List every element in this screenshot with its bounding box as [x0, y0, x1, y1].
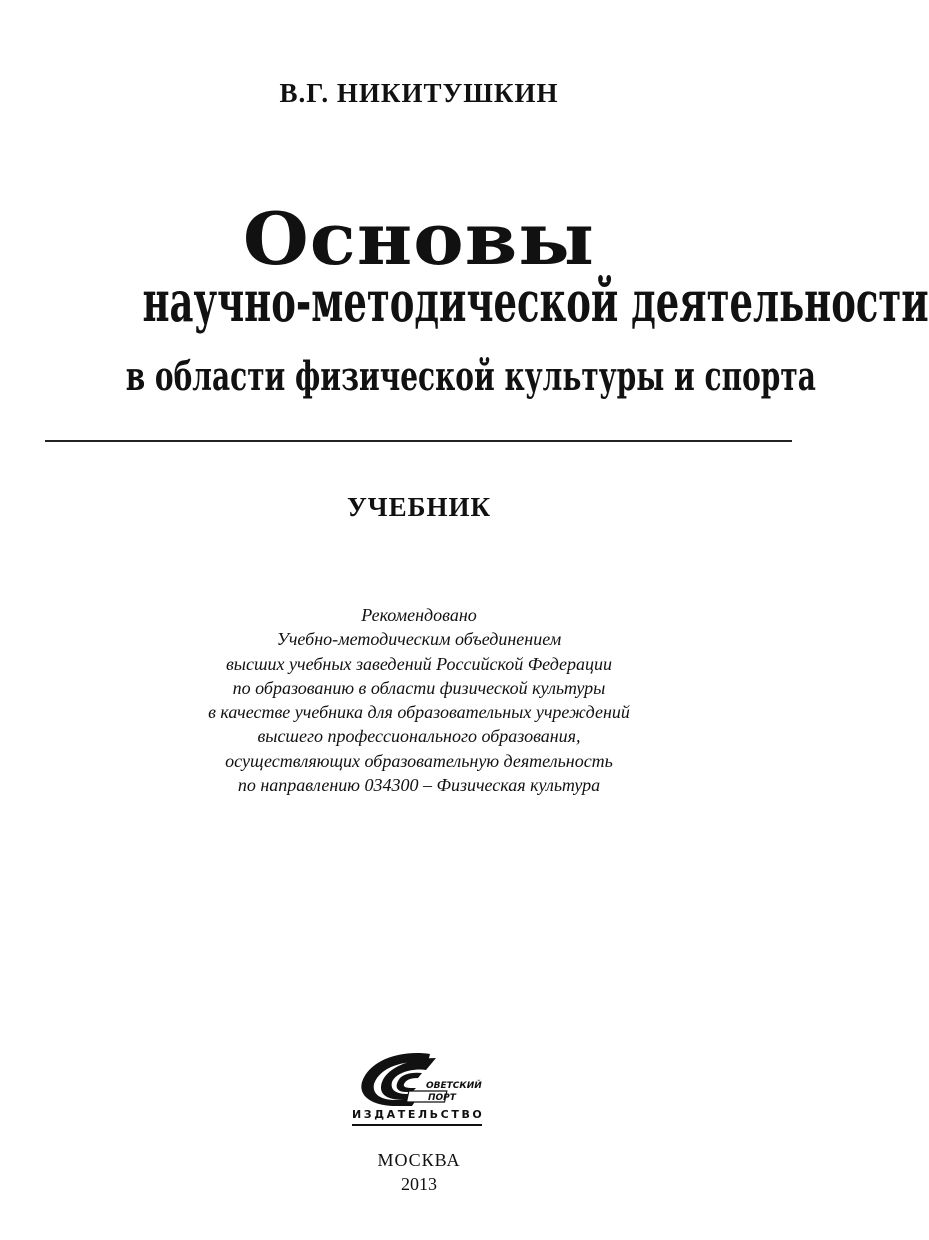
recommendation-line: по образованию в области физической культуры: [232, 677, 606, 698]
logo-text-top: ОВЕТСКИЙ: [426, 1081, 482, 1091]
publication-city: МОСКВА: [377, 1150, 461, 1170]
horizontal-divider: [45, 440, 792, 442]
recommendation-line: в качестве учебника для образовательных учреждений: [208, 702, 630, 723]
recommendation-line: высших учебных заведений Российской Федерации: [225, 653, 613, 674]
book-title-line-2: научно-методической деятельности: [142, 269, 929, 335]
recommendation-line: осуществляющих образовательную деятельность: [225, 750, 613, 771]
recommendation-line: Учебно-методическим объединением: [276, 629, 562, 650]
logo-underline: [352, 1124, 482, 1126]
recommendation-block: [0, 603, 838, 797]
logo-text-bottom: ПОРТ: [428, 1093, 456, 1103]
book-title-line-1: Основы: [242, 196, 596, 281]
recommendation-line: высшего профессионального образования,: [257, 726, 581, 747]
book-genre: УЧЕБНИК: [346, 492, 492, 522]
book-title-line-3: в области физической культуры и спорта: [125, 353, 816, 400]
recommendation-line: по направлению 034300 – Физическая культура: [237, 775, 601, 796]
sovetsky-sport-logo-icon: [352, 1048, 484, 1110]
publication-year: 2013: [401, 1174, 437, 1194]
author-name: В.Г. НИКИТУШКИН: [279, 78, 559, 108]
publisher-word: ИЗДАТЕЛЬСТВО: [352, 1108, 485, 1121]
recommendation-line: Рекомендовано: [361, 605, 477, 625]
